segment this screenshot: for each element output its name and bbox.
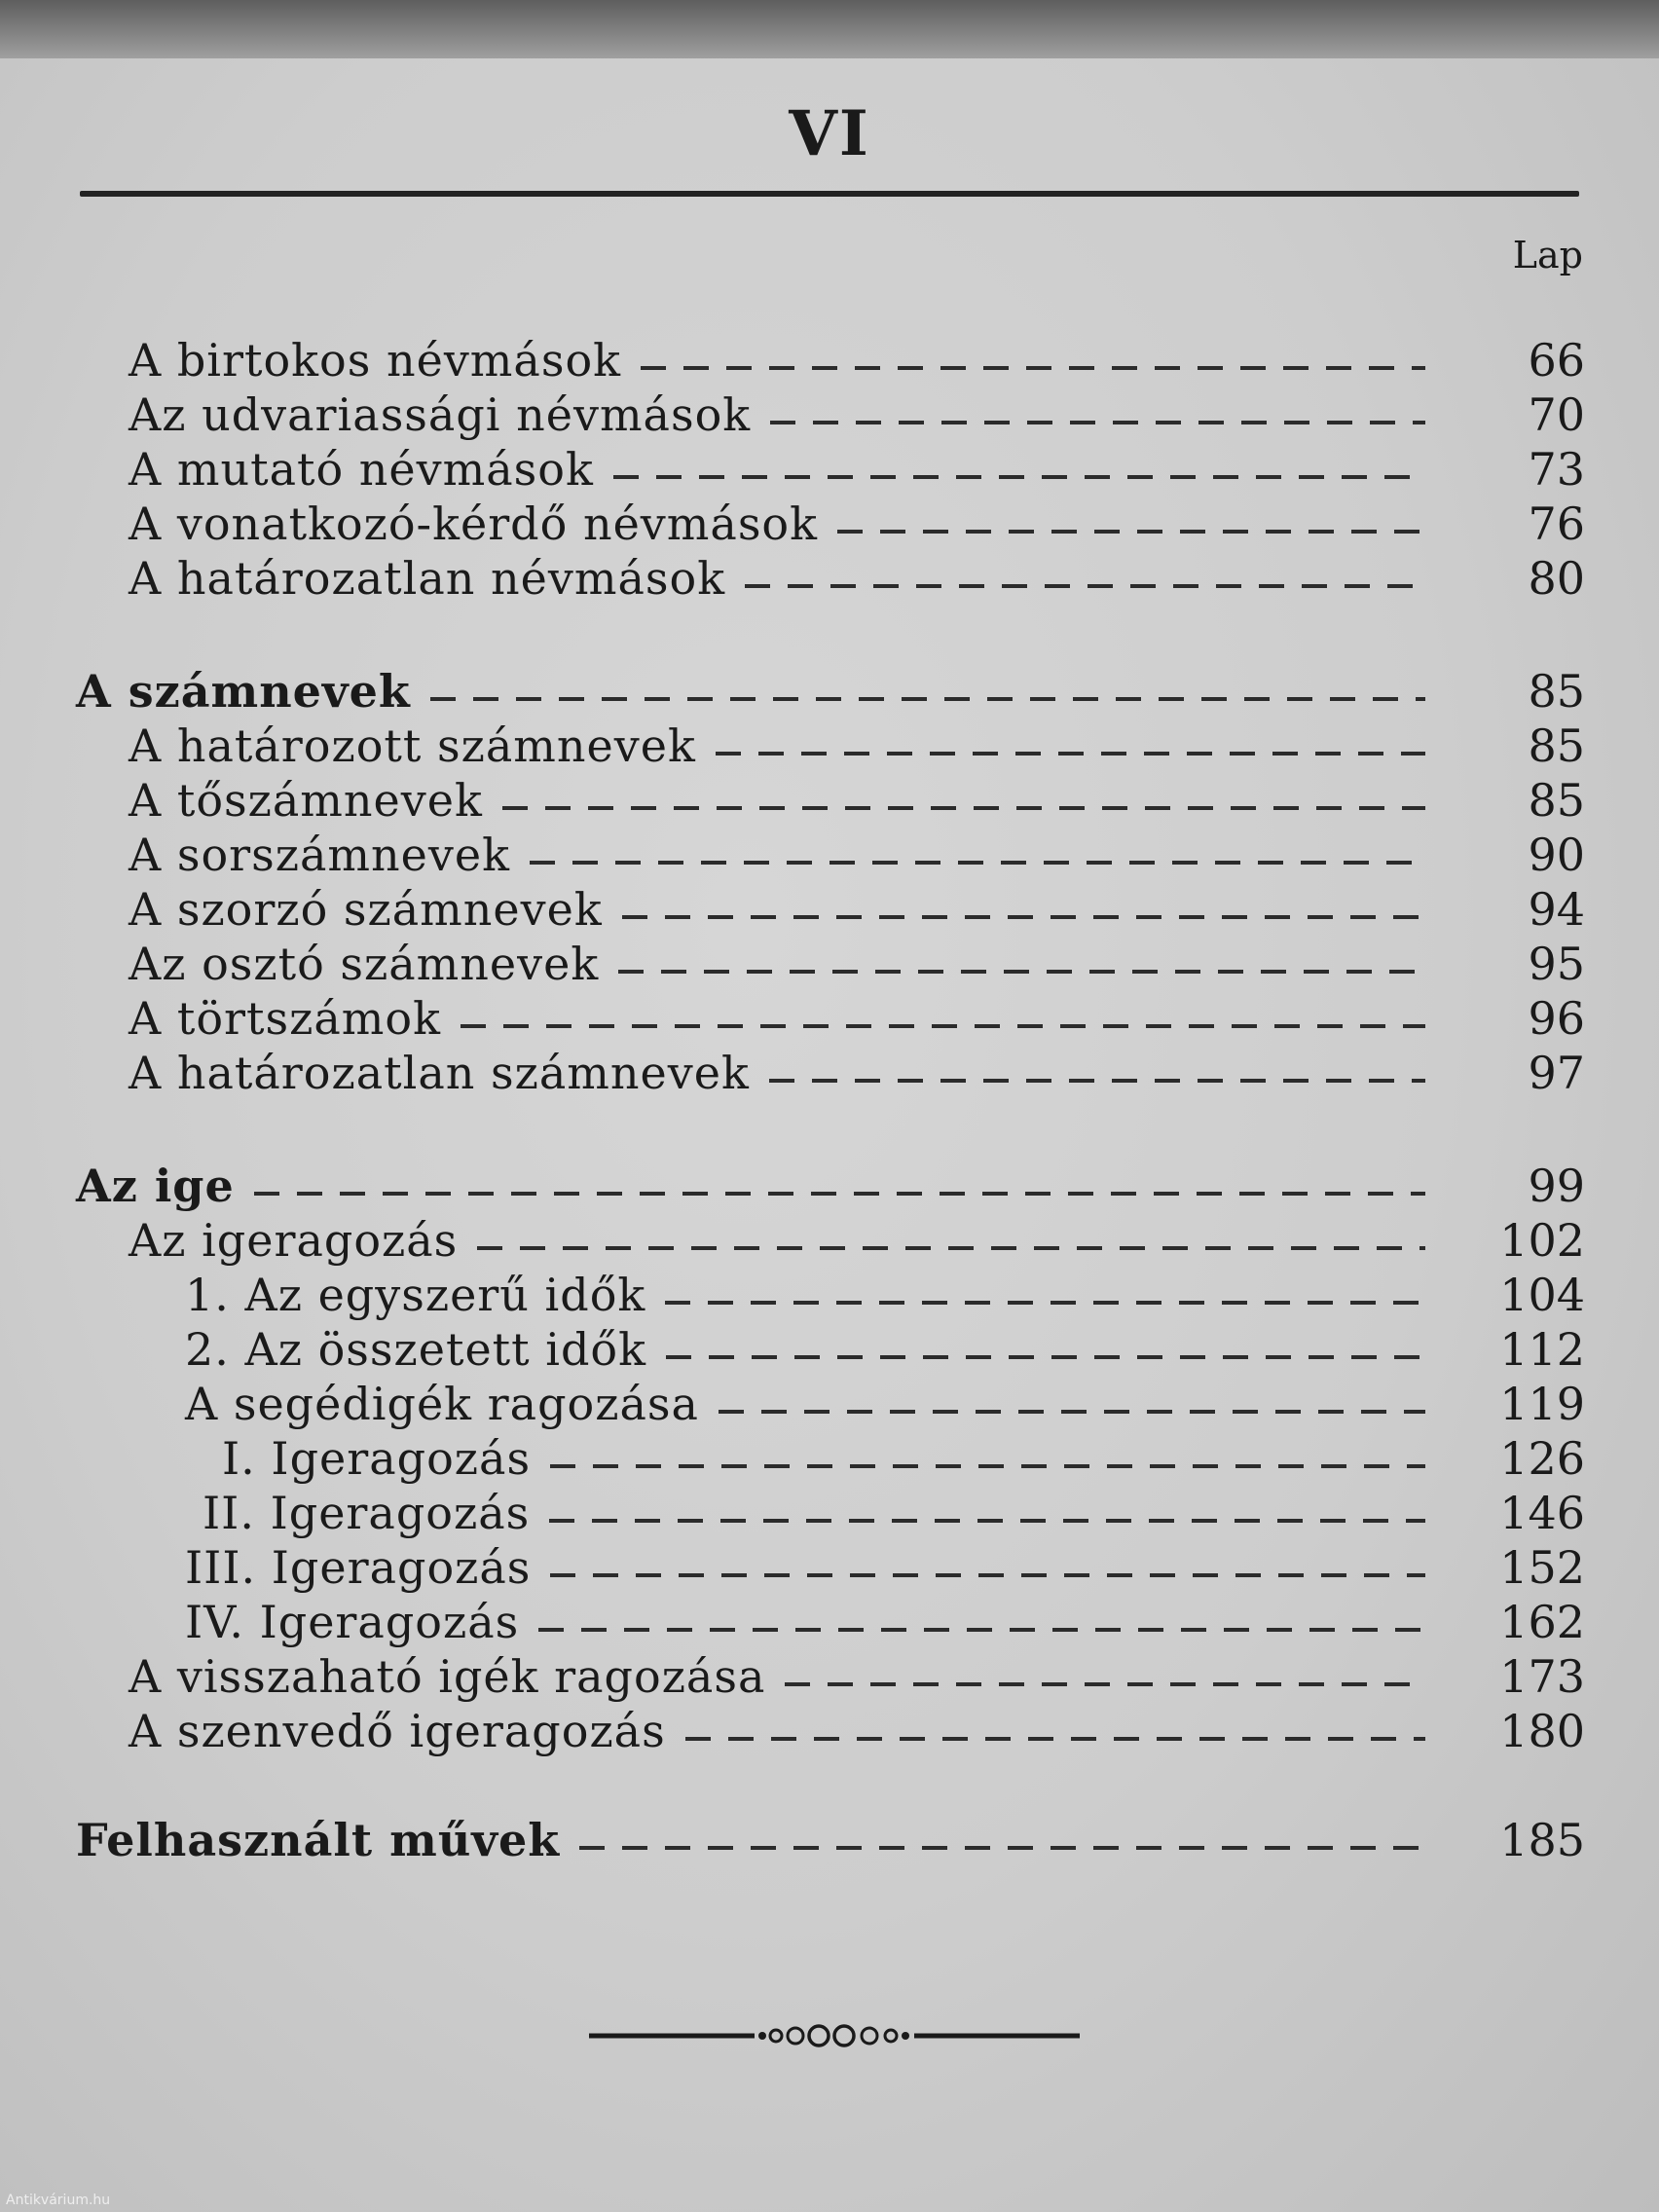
toc-entry-page: 95 — [1528, 938, 1585, 990]
toc-entry-title: I. Igeragozás — [222, 1432, 532, 1485]
toc-entry-title: A határozatlan névmások — [129, 552, 726, 605]
toc-entry-page: 96 — [1528, 992, 1585, 1045]
page-column-label: Lap — [1512, 234, 1583, 276]
toc-entry-title: 2. Az összetett idők — [185, 1323, 646, 1376]
watermark: Antikvárium.hu — [6, 2193, 111, 2208]
toc-entry — [0, 551, 1659, 606]
toc-entry-title: A határozatlan számnevek — [129, 1047, 750, 1099]
dot-leader — [837, 530, 1425, 534]
toc-entry-title: A szorzó számnevek — [129, 883, 603, 936]
toc-entry-page: 180 — [1499, 1705, 1585, 1757]
toc-entry — [0, 1377, 1659, 1431]
toc-entry — [0, 937, 1659, 991]
dot-leader — [685, 1737, 1425, 1741]
toc-entry-title: A mutató névmások — [129, 443, 594, 496]
toc-entry — [0, 1268, 1659, 1322]
dot-leader — [716, 752, 1425, 756]
toc-entry — [0, 773, 1659, 828]
toc-entry-page: 73 — [1528, 443, 1585, 496]
toc-entry-page: 126 — [1499, 1432, 1585, 1485]
toc-entry — [0, 882, 1659, 937]
toc-entry — [0, 1046, 1659, 1100]
dot-leader — [770, 421, 1425, 424]
dot-leader — [550, 1464, 1425, 1468]
toc-entry — [0, 1322, 1659, 1377]
dot-leader — [549, 1519, 1425, 1523]
toc-entry — [0, 1213, 1659, 1268]
toc-entry-page: 90 — [1528, 829, 1585, 881]
toc-entry-page: 173 — [1499, 1650, 1585, 1703]
dot-leader — [719, 1410, 1425, 1414]
toc-entry-page: 85 — [1528, 665, 1585, 718]
toc-entry-title: A határozott számnevek — [129, 719, 696, 772]
toc-entry-title: A törtszámok — [129, 992, 441, 1045]
page-number: VI — [789, 97, 870, 170]
toc-entry-page: 104 — [1499, 1269, 1585, 1321]
toc-entry — [0, 719, 1659, 773]
toc-entry-page: 102 — [1499, 1214, 1585, 1267]
toc-entry-page: 94 — [1528, 883, 1585, 936]
dot-leader — [502, 806, 1425, 810]
toc-entry-title: A sorszámnevek — [129, 829, 510, 881]
dot-leader — [550, 1573, 1425, 1577]
toc-entry-page: 66 — [1528, 334, 1585, 387]
toc-entry-page: 152 — [1499, 1541, 1585, 1594]
toc-entry-title: Az ige — [76, 1160, 235, 1212]
toc-entry-page: 76 — [1528, 498, 1585, 550]
toc-entry-title: A számnevek — [76, 665, 411, 718]
toc-entry-page: 99 — [1528, 1160, 1585, 1212]
toc-entry-title: Felhasznált művek — [76, 1814, 561, 1866]
dot-leader — [254, 1192, 1425, 1196]
toc-entry — [0, 1704, 1659, 1758]
book-gutter-strip — [0, 0, 1659, 66]
toc-entry — [0, 333, 1659, 387]
toc-entry-title: III. Igeragozás — [185, 1541, 532, 1594]
toc-entry-title: II. Igeragozás — [203, 1487, 531, 1539]
toc-entry-page: 162 — [1499, 1596, 1585, 1648]
toc-entry-title: A segédigék ragozása — [185, 1378, 699, 1430]
toc-entry-page: 146 — [1499, 1487, 1585, 1539]
dot-leader — [579, 1846, 1425, 1850]
dot-leader — [745, 584, 1425, 588]
toc-entry-title: A tőszámnevek — [129, 774, 483, 827]
toc-entry — [0, 991, 1659, 1046]
dot-leader — [477, 1246, 1425, 1250]
dot-leader — [665, 1301, 1425, 1305]
toc-entry-title: Az igeragozás — [129, 1214, 459, 1267]
toc-entry — [0, 497, 1659, 551]
toc-entry-title: A szenvedő igeragozás — [129, 1705, 666, 1757]
dot-leader — [530, 861, 1425, 865]
dot-leader — [430, 697, 1425, 701]
dot-leader — [769, 1079, 1425, 1083]
toc-entry-title: Az udvariassági névmások — [129, 388, 752, 441]
toc-entry-title: A visszaható igék ragozása — [129, 1650, 766, 1703]
toc-entry-page: 185 — [1499, 1814, 1585, 1866]
dot-leader — [461, 1024, 1425, 1028]
toc-entry — [0, 1595, 1659, 1649]
toc-entry-page: 70 — [1528, 388, 1585, 441]
dot-leader — [785, 1682, 1425, 1686]
dot-leader — [641, 366, 1425, 370]
toc-section-heading — [0, 664, 1659, 719]
toc-entry — [0, 442, 1659, 497]
toc-entry-title: 1. Az egyszerű idők — [185, 1269, 646, 1321]
toc-section-heading — [0, 1813, 1659, 1867]
header-rule — [80, 191, 1579, 197]
toc-entry-page: 80 — [1528, 552, 1585, 605]
dot-leader — [618, 970, 1425, 974]
toc-entry-title: IV. Igeragozás — [185, 1596, 520, 1648]
toc-entry-page: 85 — [1528, 774, 1585, 827]
toc-entry — [0, 1486, 1659, 1540]
ornamental-divider-icon — [589, 2021, 1080, 2050]
toc-entry — [0, 1431, 1659, 1486]
dot-leader — [538, 1628, 1425, 1632]
toc-entry-title: A vonatkozó-kérdő névmások — [129, 498, 819, 550]
toc-entry-page: 112 — [1499, 1323, 1585, 1376]
toc-entry-page: 119 — [1499, 1378, 1585, 1430]
toc-entry — [0, 387, 1659, 442]
dot-leader — [613, 475, 1425, 479]
toc-section-heading — [0, 1159, 1659, 1213]
dot-leader — [666, 1355, 1425, 1359]
toc-entry-title: Az osztó számnevek — [129, 938, 600, 990]
toc-entry-page: 97 — [1528, 1047, 1585, 1099]
toc-entry — [0, 1540, 1659, 1595]
toc-entry-title: A birtokos névmások — [129, 334, 622, 387]
toc-entry-page: 85 — [1528, 719, 1585, 772]
toc-entry — [0, 1649, 1659, 1704]
dot-leader — [622, 915, 1425, 919]
toc-entry — [0, 828, 1659, 882]
